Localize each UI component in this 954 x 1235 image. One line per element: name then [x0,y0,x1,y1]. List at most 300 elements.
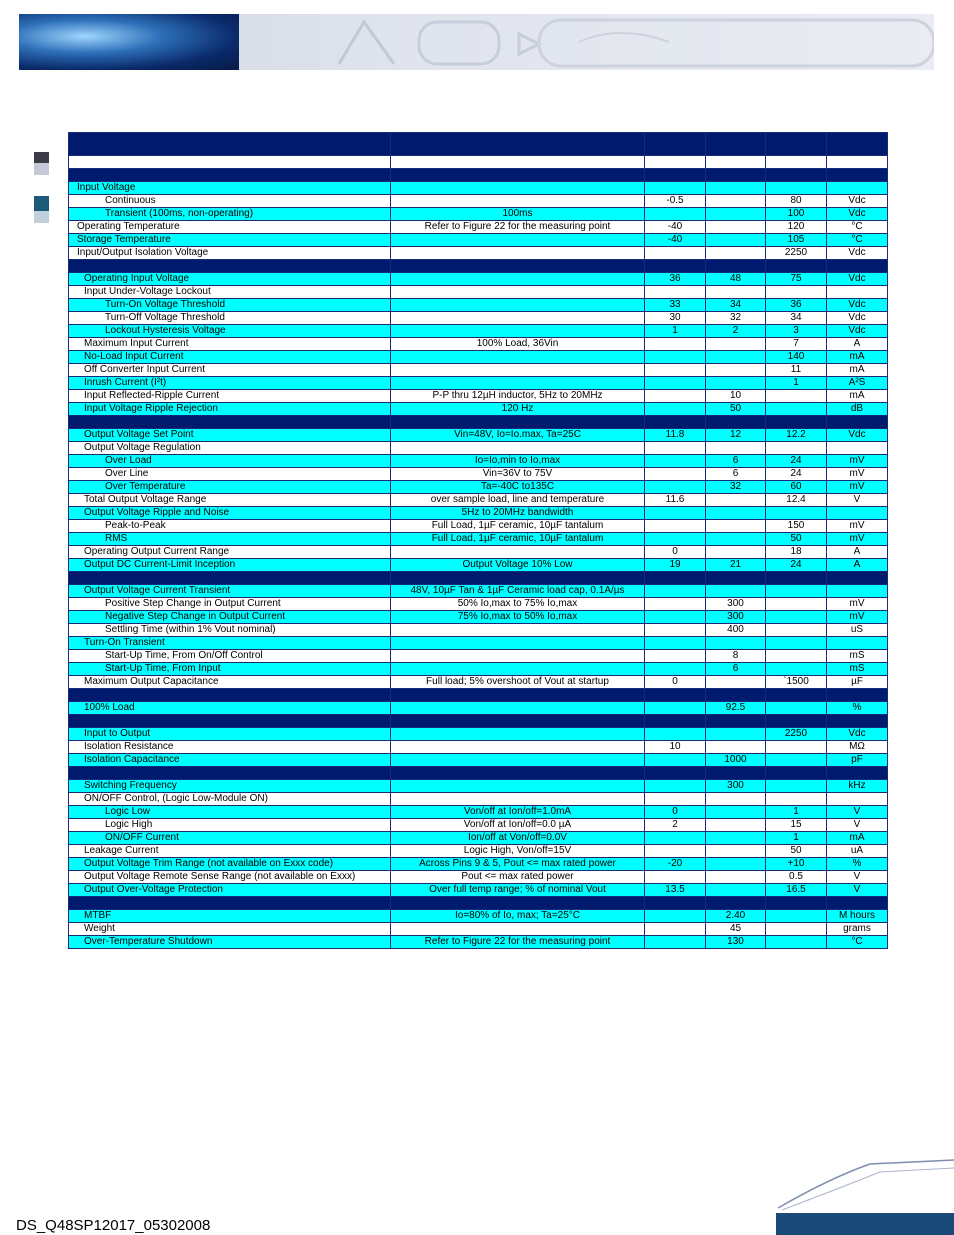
unit-cell: Vdc [827,247,888,260]
value-cell [645,377,706,390]
condition-cell [391,416,645,429]
condition-cell [391,133,645,156]
parameter-cell: Peak-to-Peak [69,520,391,533]
value-cell [645,637,706,650]
value-cell: 15 [766,819,827,832]
value-cell [766,650,827,663]
value-cell [766,286,827,299]
value-cell: 18 [766,546,827,559]
value-cell [706,338,766,351]
parameter-cell: Turn-Off Voltage Threshold [69,312,391,325]
value-cell [706,507,766,520]
value-cell [706,208,766,221]
value-cell [645,481,706,494]
condition-cell: Io=Io,min to Io,max [391,455,645,468]
unit-cell: Vdc [827,728,888,741]
parameter-cell: ON/OFF Current [69,832,391,845]
spec-row [69,273,888,286]
unit-cell: mA [827,351,888,364]
value-cell: 1 [766,806,827,819]
value-cell: 0 [645,806,706,819]
value-cell [766,637,827,650]
value-cell [645,572,706,585]
side-marker-teal-light [34,211,49,223]
spec-row [69,221,888,234]
value-cell [706,871,766,884]
value-cell [766,741,827,754]
unit-cell: V [827,871,888,884]
document-code: DS_Q48SP12017_05302008 [16,1217,211,1234]
value-cell: 3 [766,325,827,338]
unit-cell: mV [827,611,888,624]
unit-cell: °C [827,936,888,949]
unit-cell: uA [827,845,888,858]
spec-row [69,455,888,468]
value-cell [645,754,706,767]
value-cell: 92.5 [706,702,766,715]
value-cell: 120 [766,221,827,234]
spec-row [69,260,888,273]
value-cell: 13.5 [645,884,706,897]
spec-row [69,936,888,949]
spec-row [69,832,888,845]
unit-cell: mV [827,481,888,494]
value-cell [706,572,766,585]
unit-cell: mA [827,832,888,845]
value-cell: 300 [706,611,766,624]
parameter-cell: Input/Output Isolation Voltage [69,247,391,260]
value-cell: `1500 [766,676,827,689]
spec-row [69,650,888,663]
spec-row [69,481,888,494]
value-cell [766,572,827,585]
value-cell: 11.8 [645,429,706,442]
parameter-cell: Input Under-Voltage Lockout [69,286,391,299]
value-cell [706,416,766,429]
value-cell [645,650,706,663]
value-cell [766,663,827,676]
unit-cell: Vdc [827,208,888,221]
spec-row [69,585,888,598]
value-cell [766,169,827,182]
value-cell [645,936,706,949]
parameter-cell: Start-Up Time, From Input [69,663,391,676]
parameter-cell: Positive Step Change in Output Current [69,598,391,611]
unit-cell: mV [827,520,888,533]
value-cell [766,507,827,520]
condition-cell [391,923,645,936]
value-cell: 12.2 [766,429,827,442]
condition-cell [391,897,645,910]
unit-cell: mS [827,663,888,676]
condition-cell [391,442,645,455]
parameter-cell: Over-Temperature Shutdown [69,936,391,949]
value-cell [766,689,827,702]
condition-cell: over sample load, line and temperature [391,494,645,507]
parameter-cell: Weight [69,923,391,936]
spec-row [69,871,888,884]
parameter-cell: Output DC Current-Limit Inception [69,559,391,572]
value-cell: 32 [706,481,766,494]
unit-cell: kHz [827,780,888,793]
value-cell: 36 [766,299,827,312]
value-cell [645,780,706,793]
value-cell [706,182,766,195]
unit-cell: pF [827,754,888,767]
value-cell: 45 [706,923,766,936]
condition-cell [391,169,645,182]
banner-logo-shapes [19,14,934,70]
unit-cell: A [827,338,888,351]
spec-row [69,572,888,585]
spec-row [69,559,888,572]
unit-cell [827,897,888,910]
value-cell [766,767,827,780]
value-cell [645,702,706,715]
spec-row [69,338,888,351]
condition-cell [391,273,645,286]
parameter-cell: Output Voltage Remote Sense Range (not available on Exxx) [69,871,391,884]
value-cell [766,403,827,416]
value-cell [645,611,706,624]
unit-cell [827,286,888,299]
condition-cell: Output Voltage 10% Low [391,559,645,572]
value-cell: 24 [766,559,827,572]
value-cell: 33 [645,299,706,312]
value-cell [706,221,766,234]
unit-cell: Vdc [827,312,888,325]
spec-row [69,247,888,260]
value-cell: 1 [766,377,827,390]
condition-cell [391,546,645,559]
parameter-cell [69,260,391,273]
specification-table-body [69,133,888,949]
parameter-cell: 100% Load [69,702,391,715]
value-cell: 60 [766,481,827,494]
value-cell: 10 [645,741,706,754]
value-cell [645,364,706,377]
condition-cell [391,689,645,702]
value-cell [766,598,827,611]
condition-cell: Refer to Figure 22 for the measuring point [391,936,645,949]
unit-cell: °C [827,234,888,247]
condition-cell [391,780,645,793]
value-cell [706,845,766,858]
condition-cell [391,572,645,585]
spec-row [69,611,888,624]
unit-cell: MΩ [827,741,888,754]
parameter-cell: Total Output Voltage Range [69,494,391,507]
condition-cell [391,754,645,767]
parameter-cell: Logic High [69,819,391,832]
value-cell [645,585,706,598]
value-cell: -0.5 [645,195,706,208]
unit-cell: mV [827,598,888,611]
value-cell: 11.6 [645,494,706,507]
condition-cell: 100ms [391,208,645,221]
condition-cell [391,377,645,390]
value-cell [645,403,706,416]
unit-cell: µF [827,676,888,689]
value-cell [645,689,706,702]
value-cell [706,819,766,832]
value-cell: 80 [766,195,827,208]
parameter-cell [69,169,391,182]
value-cell [645,416,706,429]
parameter-cell: Turn-On Transient [69,637,391,650]
parameter-cell: Lockout Hysteresis Voltage [69,325,391,338]
unit-cell: mV [827,468,888,481]
value-cell: 10 [706,390,766,403]
parameter-cell [69,156,391,169]
spec-row [69,442,888,455]
unit-cell: Vdc [827,325,888,338]
value-cell [766,182,827,195]
condition-cell: Full Load, 1µF ceramic, 10µF tantalum [391,520,645,533]
parameter-cell: Output Voltage Current Transient [69,585,391,598]
value-cell [766,260,827,273]
unit-cell: °C [827,221,888,234]
value-cell: 140 [766,351,827,364]
parameter-cell: Input Reflected-Ripple Current [69,390,391,403]
spec-row [69,676,888,689]
condition-cell [391,325,645,338]
spec-row [69,494,888,507]
unit-cell: mS [827,650,888,663]
unit-cell: mV [827,533,888,546]
spec-row [69,728,888,741]
value-cell: 6 [706,455,766,468]
specification-table [68,132,888,949]
parameter-cell: Maximum Output Capacitance [69,676,391,689]
value-cell: 0 [645,676,706,689]
side-marker-teal [34,196,49,211]
value-cell: 300 [706,780,766,793]
condition-cell [391,182,645,195]
value-cell [645,871,706,884]
value-cell [645,832,706,845]
value-cell [645,507,706,520]
condition-cell: P-P thru 12µH inductor, 5Hz to 20MHz [391,390,645,403]
value-cell: 50 [766,533,827,546]
value-cell [766,923,827,936]
unit-cell [827,715,888,728]
condition-cell [391,247,645,260]
value-cell [766,715,827,728]
value-cell: 12.4 [766,494,827,507]
spec-row [69,312,888,325]
unit-cell: mV [827,455,888,468]
value-cell [706,442,766,455]
unit-cell: M hours [827,910,888,923]
unit-cell [827,507,888,520]
spec-row [69,364,888,377]
spec-row [69,520,888,533]
parameter-cell: Operating Input Voltage [69,273,391,286]
unit-cell: Vdc [827,273,888,286]
value-cell [706,715,766,728]
condition-cell: Von/off at Ion/off=1.0mA [391,806,645,819]
value-cell [706,377,766,390]
value-cell [766,133,827,156]
value-cell: 6 [706,663,766,676]
spec-row [69,182,888,195]
condition-cell: Over full temp range; % of nominal Vout [391,884,645,897]
parameter-cell: Over Line [69,468,391,481]
condition-cell: 50% Io,max to 75% Io,max [391,598,645,611]
value-cell: 2250 [766,728,827,741]
spec-row [69,325,888,338]
spec-row [69,884,888,897]
value-cell [766,910,827,923]
condition-cell: Across Pins 9 & 5, Pout <= max rated power [391,858,645,871]
value-cell: -40 [645,221,706,234]
condition-cell: Vin=36V to 75V [391,468,645,481]
spec-row [69,923,888,936]
value-cell: 21 [706,559,766,572]
parameter-cell: Switching Frequency [69,780,391,793]
unit-cell [827,572,888,585]
value-cell: -20 [645,858,706,871]
value-cell [706,741,766,754]
unit-cell [827,416,888,429]
value-cell: 11 [766,364,827,377]
spec-row [69,234,888,247]
value-cell: 32 [706,312,766,325]
condition-cell: 75% Io,max to 50% Io,max [391,611,645,624]
parameter-cell: Leakage Current [69,845,391,858]
parameter-cell: MTBF [69,910,391,923]
value-cell [645,182,706,195]
value-cell [645,793,706,806]
spec-row [69,767,888,780]
value-cell: 300 [706,598,766,611]
condition-cell [391,767,645,780]
value-cell [706,156,766,169]
value-cell: 48 [706,273,766,286]
parameter-cell: Over Load [69,455,391,468]
unit-cell: mA [827,364,888,377]
value-cell [766,754,827,767]
unit-cell: uS [827,624,888,637]
value-cell [706,637,766,650]
value-cell [645,663,706,676]
value-cell: 2.40 [706,910,766,923]
value-cell: 150 [766,520,827,533]
value-cell: 12 [706,429,766,442]
condition-cell [391,663,645,676]
value-cell [706,364,766,377]
value-cell [706,234,766,247]
value-cell: 2 [645,819,706,832]
value-cell [645,455,706,468]
parameter-cell: Over Temperature [69,481,391,494]
parameter-cell [69,715,391,728]
parameter-cell: Operating Temperature [69,221,391,234]
unit-cell: V [827,806,888,819]
value-cell [766,780,827,793]
parameter-cell: Inrush Current (I²t) [69,377,391,390]
spec-row [69,910,888,923]
spec-row [69,780,888,793]
value-cell [706,169,766,182]
side-marker-dark [34,152,49,163]
value-cell: -40 [645,234,706,247]
parameter-cell: Output Voltage Set Point [69,429,391,442]
value-cell: 36 [645,273,706,286]
unit-cell [827,442,888,455]
value-cell [645,533,706,546]
spec-row [69,806,888,819]
spec-row [69,897,888,910]
unit-cell [827,637,888,650]
condition-cell: Ion/off at Von/off=0.0V [391,832,645,845]
value-cell [766,416,827,429]
parameter-cell: Input Voltage [69,182,391,195]
spec-row [69,429,888,442]
value-cell [645,923,706,936]
condition-cell: Refer to Figure 22 for the measuring point [391,221,645,234]
unit-cell [827,156,888,169]
value-cell: 1000 [706,754,766,767]
value-cell: 130 [706,936,766,949]
value-cell [706,546,766,559]
side-marker-light [34,163,49,175]
value-cell [706,884,766,897]
unit-cell: % [827,858,888,871]
unit-cell: Vdc [827,299,888,312]
parameter-cell: Turn-On Voltage Threshold [69,299,391,312]
value-cell: 100 [766,208,827,221]
condition-cell: Logic High, Von/off=15V [391,845,645,858]
value-cell [706,260,766,273]
parameter-cell: Continuous [69,195,391,208]
value-cell [645,624,706,637]
value-cell [706,793,766,806]
spec-row [69,741,888,754]
unit-cell: mA [827,390,888,403]
unit-cell [827,767,888,780]
value-cell [645,286,706,299]
value-cell: 1 [645,325,706,338]
condition-cell: Full load; 5% overshoot of Vout at startup [391,676,645,689]
value-cell [706,676,766,689]
parameter-cell [69,897,391,910]
spec-row [69,377,888,390]
condition-cell [391,793,645,806]
parameter-cell: Input Voltage Ripple Rejection [69,403,391,416]
parameter-cell: Transient (100ms, non-operating) [69,208,391,221]
value-cell [766,442,827,455]
unit-cell: V [827,884,888,897]
header-banner [19,14,934,70]
value-cell: 34 [766,312,827,325]
unit-cell: % [827,702,888,715]
parameter-cell: Isolation Resistance [69,741,391,754]
value-cell [766,936,827,949]
condition-cell [391,702,645,715]
unit-cell [827,133,888,156]
spec-row [69,416,888,429]
parameter-cell: Settling Time (within 1% Vout nominal) [69,624,391,637]
unit-cell [827,169,888,182]
spec-row [69,468,888,481]
value-cell [766,585,827,598]
value-cell [645,247,706,260]
value-cell [645,133,706,156]
spec-row [69,156,888,169]
value-cell [706,858,766,871]
